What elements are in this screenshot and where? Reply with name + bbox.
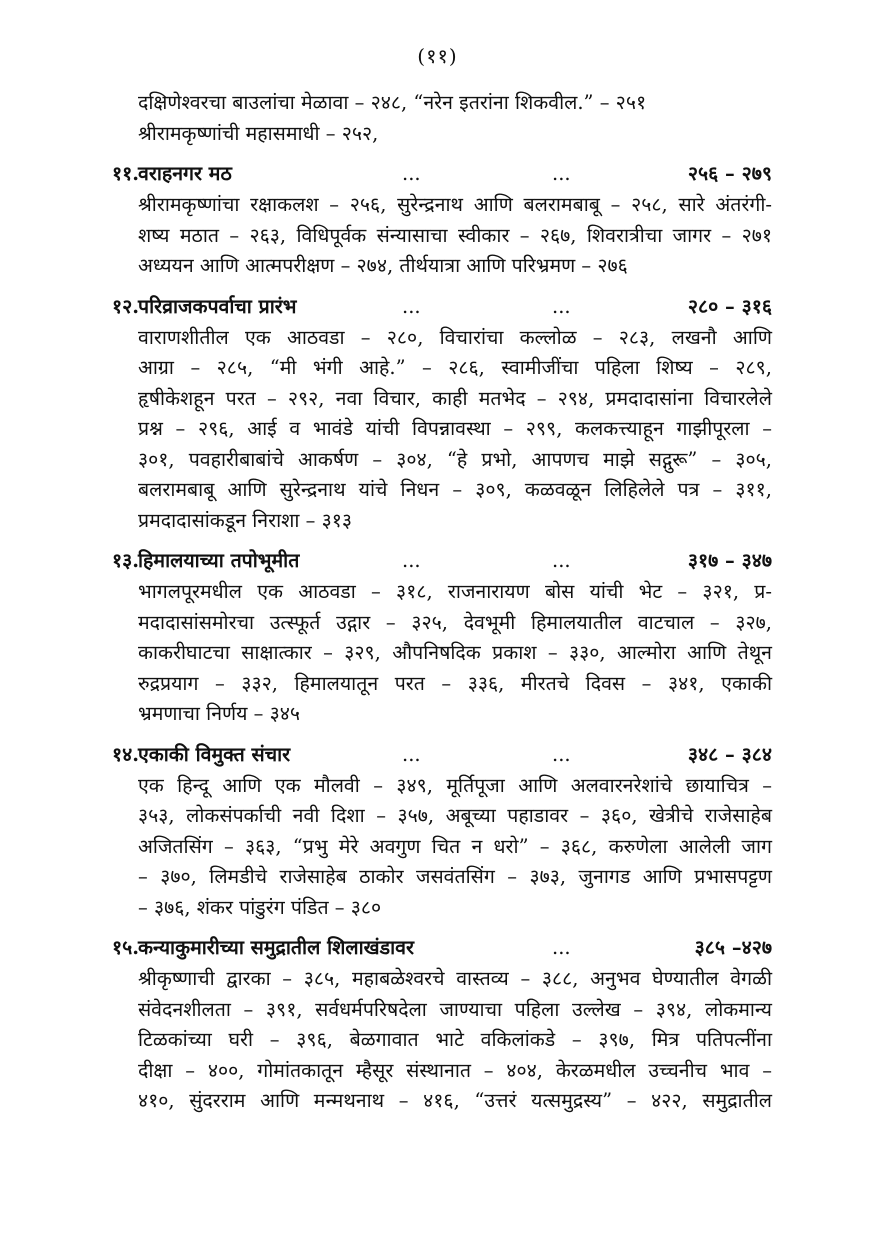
chapter-heading (112, 739, 772, 771)
leader-dots: ... (552, 294, 571, 318)
text-line: ३०१, पवहारीबाबांचे आकर्षण – ३०४, “हे प्रभो, आपणच माझे सद्गुरू” – ३०५, (138, 447, 772, 471)
text-line: प्रश्न – २९६, आई व भावंडे यांची विपन्नावस्था – २९९, कलकत्त्याहून गाझीपूरला – (138, 417, 772, 440)
text-line: भ्रमणाचा निर्णय – ३४५ (138, 702, 300, 725)
chapter-heading (112, 291, 772, 323)
leader-dots: ... (552, 742, 571, 766)
chapter-15 (112, 932, 772, 1117)
chapter-heading (112, 545, 772, 577)
page-number: (११) (417, 44, 458, 68)
chapter-14 (112, 739, 772, 924)
text-line: श्रीरामकृष्णांची महासमाधी – २५२, (138, 121, 379, 145)
leader-dots: ... (402, 162, 421, 185)
text-line: टिळकांच्या घरी – ३९६, बेळगावात भाटे वकिलांकडे – ३९७, मित्र पतिपत्नींना (138, 1028, 772, 1051)
page-range: ३८५ –४२७ (694, 936, 772, 959)
leader-dots: ... (552, 549, 571, 572)
chapter-title: वराहनगर मठ (138, 162, 232, 185)
chapter-number: ११. (112, 162, 140, 185)
text-line: दीक्षा – ४००, गोमांतकातून म्हैसूर संस्थानात – ४०४, केरळमधील उच्चनीच भाव – (138, 1058, 772, 1082)
chapter-13 (112, 545, 772, 730)
text-line: ३५३, लोकसंपर्काची नवी दिशा – ३५७, अबूच्या पहाडावर – ३६०, खेत्रीचे राजेसाहेब (138, 804, 772, 827)
text-line: – ३७०, लिमडीचे राजेसाहेब ठाकोर जसवंतसिंग – ३७३, जुनागड आणि प्रभासपट्टण (138, 865, 772, 888)
text-line: मदादासांसमोरचा उत्स्फूर्त उद्गार – ३२५, देवभूमी हिमालयातील वाटचाल – ३२७, (138, 610, 772, 634)
text-line: श्रीकृष्णाची द्वारका – ३८५, महाबळेश्वरचे वास्तव्य – ३८८, अनुभव घेण्यातील वेगळी (138, 967, 772, 990)
text-line: ४१०, सुंदरराम आणि मन्मथनाथ – ४१६, “उत्तरं यत्समुद्रस्य” – ४२२, समुद्रातील (138, 1089, 772, 1112)
page-range: २५६ – २७९ (687, 162, 772, 185)
intro-paragraph (138, 88, 772, 149)
page-range: ३४८ – ३८४ (687, 742, 772, 766)
chapter-title: एकाकी विमुक्त संचार (138, 742, 291, 766)
chapter-number: १३. (112, 549, 140, 572)
text-line: एक हिन्दू आणि एक मौलवी – ३४९, मूर्तिपूजा आणि अलवारनरेशांचे छायाचित्र – (138, 773, 772, 797)
leader-dots: ... (552, 936, 571, 959)
chapter-topics (138, 771, 772, 924)
chapter-title: परिव्राजकपर्वाचा प्रारंभ (138, 294, 297, 318)
text-line: शष्य मठात – २६३, विधिपूर्वक संन्यासाचा स्वीकार – २६७, शिवरात्रीचा जागर – २७१ (138, 223, 772, 247)
text-line: बलरामबाबू आणि सुरेन्द्रनाथ यांचे निधन – ३०९, कळवळून लिहिलेले पत्र – ३११, (138, 478, 772, 501)
chapter-title: हिमालयाच्या तपोभूमीत (138, 549, 300, 572)
chapter-heading (112, 158, 772, 190)
chapter-topics (138, 577, 772, 730)
text-line: प्रमदादासांकडून निराशा – ३१३ (138, 508, 353, 532)
leader-dots: ... (402, 294, 421, 318)
leader-dots: ... (402, 549, 421, 572)
chapter-number: १५. (112, 936, 140, 959)
chapter-12 (112, 291, 772, 537)
text-line: रुद्रप्रयाग – ३३२, हिमालयातून परत – ३३६, मीरतचे दिवस – ३४१, एकाकी (138, 671, 772, 695)
text-line: – ३७६, शंकर पांडुरंग पंडित – ३८० (138, 895, 382, 919)
chapter-title: कन्याकुमारीच्या समुद्रातील शिलाखंडावर (138, 936, 414, 959)
text-line: दक्षिणेश्वरचा बाउलांचा मेळावा – २४८, “नरेन इतरांना शिकवील.” – २५१ (138, 91, 647, 114)
text-line: आग्रा – २८५, “मी भंगी आहे.” – २८६, स्वामीजींचा पहिला शिष्य – २८९, (138, 356, 772, 379)
toc-content (112, 88, 772, 1117)
text-line: भागलपूरमधील एक आठवडा – ३१८, राजनारायण बोस यांची भेट – ३२१, प्र- (138, 580, 772, 603)
text-line: श्रीरामकृष्णांचा रक्षाकलश – २५६, सुरेन्द्रनाथ आणि बलरामबाबू – २५८, सारे अंतरंगी- (138, 193, 772, 216)
text-line: अजितसिंग – ३६३, “प्रभु मेरे अवगुण चित न धरो” – ३६८, करुणेला आलेली जाग (138, 834, 772, 858)
leader-dots: ... (552, 162, 571, 185)
chapter-number: १४. (112, 742, 140, 766)
page-range: ३१७ – ३४७ (687, 549, 772, 572)
chapter-topics (138, 190, 772, 282)
leader-dots: ... (402, 742, 421, 766)
chapter-topics (138, 323, 772, 537)
chapter-11 (112, 158, 772, 282)
chapter-number: १२. (112, 294, 140, 318)
page-range: २८० – ३१६ (687, 294, 772, 318)
text-line: अध्ययन आणि आत्मपरीक्षण – २७४, तीर्थयात्रा आणि परिभ्रमण – २७६ (138, 254, 628, 277)
text-line: वाराणशीतील एक आठवडा – २८०, विचारांचा कल्लोळ – २८३, लखनौ आणि (138, 325, 772, 349)
chapter-topics (138, 964, 772, 1117)
text-line: काकरीघाटचा साक्षात्कार – ३२९, औपनिषदिक प्रकाश – ३३०, आल्मोरा आणि तेथून (138, 641, 772, 664)
text-line: हृषीकेशहून परत – २९२, नवा विचार, काही मतभेद – २९४, प्रमदादासांना विचारलेले (138, 386, 772, 410)
text-line: संवेदनशीलता – ३९१, सर्वधर्मपरिषदेला जाण्याचा पहिला उल्लेख – ३९४, लोकमान्य (138, 997, 772, 1021)
chapter-heading (112, 932, 772, 964)
